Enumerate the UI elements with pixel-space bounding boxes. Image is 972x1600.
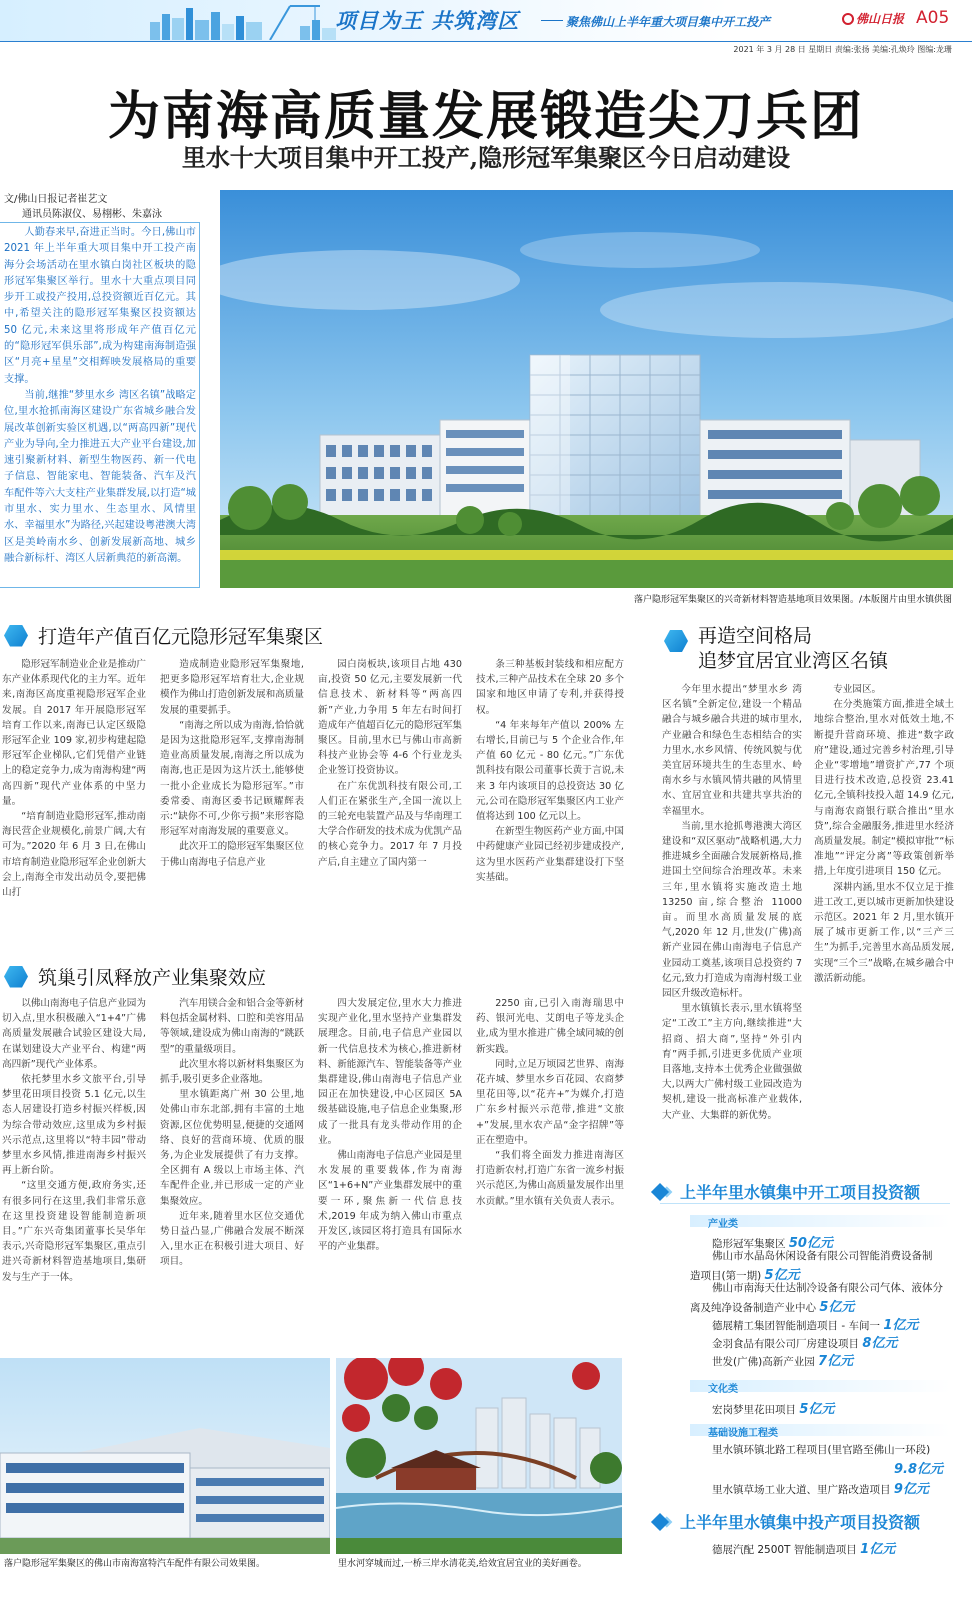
main-headline: 为南海高质量发展锻造尖刀兵团 [107, 86, 864, 147]
hexagon-icon [664, 630, 688, 652]
body-paragraph: “南海之所以成为南海,恰恰就是因为这批隐形冠军,支撑南海制造业高质量发展,南海之所以成为南海,也正是因为这片沃土,能够使一批小企业成长为隐形冠军。”市委常委、南海区委书记顾耀辉表示:“缺你不可,少你亏损”来形容隐形冠军对南海发展的重要意义。 [160, 719, 304, 838]
project-amount: 5亿元 [799, 1402, 835, 1417]
diamond-icon [651, 1512, 669, 1530]
section-heading-1 [4, 622, 323, 649]
body-paragraph: “培育制造业隐形冠军,推动南海民营企业规模化,前景广阔,大有可为。”2020 年 6 月 3 日,在佛山市培育制造业隐形冠军企业创新大会上,南海全市发出动员令,要把佛山打 [2, 811, 146, 899]
logo-mark-icon [842, 13, 854, 25]
project-item [712, 1314, 918, 1333]
section2-column-3 [318, 996, 462, 1346]
section-title: 打造年产值百亿元隐形冠军集聚区 [38, 626, 324, 648]
section-title: 筑巢引凤释放产业集聚效应 [38, 967, 267, 989]
body-paragraph: “4 年来每年产值以 200% 左右增长,目前已与 5 个企业合作,年产值 60 亿元 - 80 亿元。”广东优凯科技有限公司董事长黄于言说,未来 3 年内该项目的总投资达 30 亿元,公司在隐形冠军集聚区内工业产值将达到 100 亿元以上。 [476, 719, 624, 823]
project-name: 里水镇环镇北路工程项目(里官路至佛山一环段) [712, 1444, 931, 1456]
hero-rendering-image [220, 190, 953, 588]
lead-paragraph: 当前,继推“梦里水乡 湾区名镇”战略定位,里水抢抓南海区建设广东省城乡融合发展改革创新实验区机遇,以“两高四新”现代产业为导向,全力推进五大产业平台建设,加速引聚新材料、新型生物医药、新一代电子信息、智能家电、智能装备、汽车及汽车配件等六大支柱产业集群发展,以打造“城市里水、实力里水、生态里水、风情里水、幸福里水”为路径,兴起建设粤港澳大湾区是美岭南水乡、创新发展新高地、城乡融合新标杆、湾区人居新典范的新高潮。 [4, 389, 196, 564]
masthead-rule [0, 41, 972, 42]
section-title-line-2: 追梦宜居宜业湾区名镇 [698, 650, 889, 672]
body-paragraph: 2250 亩,已引入南海瑞思中药、银河光电、艾朗电子等龙头企业,成为里水推进广佛全域同城的创新实践。 [476, 998, 624, 1055]
category-label: 文化类 [708, 1384, 738, 1395]
section3-column-2 [814, 682, 954, 1160]
page-number: A05 [916, 8, 950, 28]
project-name-line2: 造项目(第一期) [690, 1270, 762, 1282]
body-paragraph: 佛山南海电子信息产业园是里水发展的重要载体,作为南海区“1+6+N”产业集群发展中的重要一环,聚焦新一代信息技术,2019 年成为纳入佛山市重点开发区,该园区将打造具有国际水平的产业集群。 [318, 1150, 462, 1253]
hero-caption: 落户隐形冠军集聚区的兴奇新材料智造基地项目效果图。/本版图片由里水镇供图 [633, 595, 952, 605]
section2-column-1 [2, 996, 146, 1346]
project-name: 里水镇草场工业大道、里广路改造项目 [712, 1484, 891, 1496]
section1-column-1 [2, 657, 146, 961]
body-paragraph: 汽车用镁合金和铝合金等新材料包括金属材料、口腔和美容用品等领域,建设成为佛山南海的“跳跃型”的重量级项目。 [160, 998, 304, 1055]
divider [660, 1203, 950, 1204]
project-name: 金羽食品有限公司厂房建设项目 [712, 1338, 859, 1350]
invest-heading-production [652, 1510, 920, 1533]
city-skyline-illustration [150, 4, 340, 40]
body-paragraph: 造成制造业隐形冠军集聚地,把更多隐形冠军培育壮大,企业规模作为佛山打造创新发展和高质量发展的重要抓手。 [160, 659, 304, 716]
body-paragraph: “我们将全面发力推进南海区打造新农村,打造广东省一流乡村振兴示范区,为佛山高质量发展作出里水贡献。”里水镇有关负责人表示。 [476, 1150, 624, 1207]
body-paragraph: 依托梦里水乡文旅平台,引导梦里花田项目投资 5.1 亿元,以生态人居建设打造乡村振兴样板,因为综合带动效应,这里成为乡村振兴示范点,这里将以“特丰园”带动梦里水乡风情,推进南海乡村振兴再上新台阶。 [2, 1074, 146, 1177]
masthead-banner [0, 0, 972, 42]
photo-factory-rendering [0, 1358, 330, 1554]
lead-paragraph-box [0, 222, 200, 588]
section-heading-2 [4, 963, 266, 990]
photo-river-landscape [336, 1358, 622, 1554]
project-amount: 7亿元 [818, 1354, 854, 1369]
section1-column-3 [318, 657, 462, 961]
body-paragraph: 四大发展定位,里水大力推进实现产业化,里水坚持产业集群发展理念。目前,电子信息产业园以新一代信息技术为核心,推进新材料、新能源汽车、智能装备等产业集群建设,佛山南海电子信息产业园正在加快建设,中心区园区 5A 级基础设施,电子信息企业集聚,形成了一批具有龙头带动作用的企业。 [318, 998, 462, 1146]
hexagon-icon [4, 966, 28, 988]
body-paragraph: 今年里水提出“梦里水乡 湾区名镇”全新定位,建设一个精品融合与城乡融合共进的城市里水,产业融合和绿色生态相结合的实力里水,水乡风情、传统风貌与优美宜居环境共生的生态里水、岭南水乡与水镇风情共融的风情里水、宜居宜业和共建共享共治的幸福里水。 [662, 684, 802, 817]
project-amount: 8亿元 [862, 1336, 898, 1351]
section-title-block [698, 624, 888, 674]
section2-column-2 [160, 996, 304, 1346]
newspaper-name: 佛山日报 [856, 12, 905, 26]
project-name: 隐形冠军集聚区 [712, 1238, 786, 1250]
project-amount: 9亿元 [893, 1482, 929, 1497]
body-paragraph: 专业园区。 [833, 684, 882, 695]
project-name-line2: 离及纯净设备制造产业中心 [690, 1302, 816, 1314]
invest-title: 上半年里水镇集中投产项目投资额 [680, 1513, 921, 1532]
invest-title: 上半年里水镇集中开工项目投资额 [680, 1183, 921, 1202]
body-paragraph: 深耕内涵,里水不仅立足于推进工改工,更以城市更新加快建设示范区。2021 年 2 月,里水镇开展了城市更新工作,以“三产三生”为抓手,完善里水高品质发展,实现“三个三”战略,在城乡融合中激活新动能。 [814, 881, 954, 984]
body-paragraph: 里水镇距离广州 30 公里,地处佛山市东北部,拥有丰富的土地资源,区位优势明显,便捷的交通网络、良好的营商环境、优质的服务,为企业发展提供了有力支撑。全区拥有 A 级以上市场主体、汽车配件企业,并已形成一定的产业集聚效应。 [160, 1089, 304, 1207]
diamond-icon [651, 1182, 669, 1200]
section1-column-2 [160, 657, 304, 961]
body-paragraph: 条三种基板封装线和相应配方技术,三种产品技术在全球 20 多个国家和地区申请了专利,并获得授权。 [476, 659, 624, 716]
masthead-subtitle: 聚焦佛山上半年重大项目集中开工投产 [566, 15, 771, 29]
issue-meta: 2021 年 3 月 28 日 星期日 责编:张扬 美编:孔焕玲 图编:龙珊 [733, 45, 952, 54]
photo-caption-left: 落户隐形冠军集聚区的佛山市南海富特汽车配件有限公司效果图。 [4, 1559, 266, 1569]
byline-correspondents: 通讯员陈淑仪、易栩彬、朱嘉泳 [22, 209, 162, 220]
category-label: 产业类 [708, 1219, 738, 1230]
body-paragraph: 此次开工的隐形冠军集聚区位于佛山南海电子信息产业 [160, 841, 304, 868]
byline-author: 文/佛山日报记者崔艺文 [4, 194, 108, 205]
project-item [712, 1538, 895, 1557]
project-item [712, 1280, 943, 1295]
project-amount: 9.8亿元 [894, 1462, 944, 1477]
invest-heading-start [652, 1180, 920, 1203]
project-item [894, 1458, 943, 1477]
project-item [712, 1350, 853, 1369]
body-paragraph: 此次里水将以新材料集聚区为抓手,吸引更多企业落地。 [160, 1058, 304, 1086]
body-paragraph: 以佛山南海电子信息产业园为切入点,里水积极融入“1+4”广佛高质量发展融合试验区建设大局,在谋划建设大产业平台、构建“两高四新”现代产业体系。 [2, 998, 146, 1070]
project-name-line1: 佛山市南海天仕达制冷设备有限公司气体、液体分 [712, 1282, 943, 1294]
body-paragraph: 同时,立足万顷园艺世界、南海花卉城、梦里水乡百花园、农商梦里花田等,以“花卉+”为媒介,打造广东乡村振兴示范带,推进“文旅+”发展,里水农产品“金字招牌”等正在塑造中。 [476, 1058, 624, 1146]
project-item [712, 1398, 834, 1417]
project-name: 世发(广佛)高新产业园 [712, 1356, 815, 1368]
body-paragraph: 在分类施策方面,推进全域土地综合整治,里水对低效土地,不断提升营商环境、推进“数字政府”建设,通过完善乡村治理,引导企业“零增地”增资扩产,77 个项目进行技术改造,总投资 23.41 亿元,全镇科技投入超 14.9 亿元,与南海农商银行联合推出“里水贷”,综合金融服务,推进里水经济高质量发展。制定“模拟审批”“标准地”“评定分离”等政策创新举措,上年度引进项目 150 亿元。 [814, 699, 954, 878]
body-paragraph: 园白岗板块,该项目占地 430 亩,投资 50 亿元,主要发展新一代信息技术、新材料等“两高四新”产业,力争用 5 年左右时间打造成年产值超百亿元的隐形冠军集聚区。目前,里水已与佛山市高新科技产业协会等 4-6 个行业龙头企业签订投资协议。 [318, 659, 462, 777]
project-name-line1: 佛山市水晶岛休闲设备有限公司智能消费设备制 [712, 1250, 933, 1262]
masthead-dash [541, 20, 563, 21]
project-amount: 1亿元 [860, 1542, 896, 1557]
project-item [690, 1296, 854, 1315]
body-paragraph: 近年来,随着里水区位交通优势日益凸显,广佛融合发展不断深入,里水正在积极引进大项目、好项目。 [160, 1210, 304, 1268]
project-amount: 1亿元 [883, 1318, 919, 1333]
sub-headline: 里水十大项目集中开工投产,隐形冠军集聚区今日启动建设 [181, 143, 791, 172]
photo-caption-right: 里水河穿城而过,一桥三岸水清花美,给效宜居宜业的美好画卷。 [338, 1559, 587, 1569]
project-item [712, 1248, 933, 1263]
section-title-line-1: 再造空间格局 [698, 625, 813, 647]
project-name: 德展精工集团智能制造项目 - 车间一 [712, 1320, 880, 1332]
body-paragraph: 隐形冠军制造业企业是推动广东产业体系现代化的主力军。近年来,南海区高度重视隐形冠军企业发展。自 2017 年开展隐形冠军培育工作以来,南海已认定区级隐形冠军企业 109 家,初步构建起隐形冠军企业梯队,它们凭借产业链上的稳定竞争力,成为南海构建“两高四新”现代产业体系的中坚力量。 [2, 659, 146, 807]
body-paragraph: 里水镇镇长表示,里水镇将坚定“工改工”主方向,继续推进“大招商、招大商”,坚持“外引内育”两手抓,引进更多优质产业项目落地,支持本土优秀企业做强做大,以两大广佛村级工业园改造为契机,建设一批高标准产业载体,大产业、大集群的新优势。 [662, 1003, 802, 1121]
category-label: 基础设施工程类 [708, 1428, 778, 1439]
section-heading-3 [664, 624, 888, 674]
newspaper-logo [842, 10, 904, 27]
lead-paragraph: 人勤春来早,奋进正当时。今日,佛山市 2021 年上半年重大项目集中开工投产南海分会场活动在里水镇白岗社区板块的隐形冠军集聚区举行。里水十大重点项目同步开工或投产投用,总投资额近百亿元。其中,希望关注的隐形冠军集聚区投资额达 50 亿元,未来这里将形成年产值百亿元的“隐形冠军俱乐部”,成为构建南海制造强区“月亮+星星”交相辉映发展格局的重要支撑。 [4, 227, 196, 385]
project-name: 宏岗梦里花田项目 [712, 1404, 796, 1416]
body-paragraph: 在新型生物医药产业方面,中国中药健康产业园已经初步建成投产,这为里水医药产业集群建设打下坚实基础。 [476, 826, 624, 883]
hexagon-icon [4, 625, 28, 647]
body-paragraph: 在广东优凯科技有限公司,工人们正在紧张生产,全国一流以上的三轮充电装置产品及与华南理工大学合作研发的技术成为优凯产品的核心竞争力。2017 年 7 月投产后,自主建立了国内第一 [318, 780, 462, 868]
project-amount: 50亿元 [788, 1236, 833, 1251]
project-amount: 5亿元 [764, 1268, 800, 1283]
project-amount: 5亿元 [819, 1300, 855, 1315]
masthead-slogan: 项目为王 共筑湾区 [335, 8, 520, 33]
section3-column-1 [662, 682, 802, 1160]
project-item [712, 1442, 930, 1457]
project-item [712, 1332, 897, 1351]
section1-column-4 [476, 657, 624, 961]
section2-column-4 [476, 996, 624, 1346]
project-item [712, 1478, 929, 1497]
project-name: 德展汽配 2500T 智能制造项目 [712, 1544, 857, 1556]
body-paragraph: 当前,里水抢抓粤港澳大湾区建设和“双区驱动”战略机遇,大力推进城乡全面融合发展新格局,推进国土空间综合治理改革。未来三年,里水镇将实施改造土地 13250 亩,综合整治 11000 亩。而里水高质量发展的底气,2020 年 12 月,世发(广佛)高新产业园在佛山南海电子信息产业园动工奠基,该项目总投资约 7 亿元,致力打造成为南海村级工业园区升级改造标杆。 [662, 820, 802, 1000]
body-paragraph: “这里交通方便,政府务实,还有很多同行在这里,我们非常乐意在这里投资建设智能制造新项目。”广东兴奇集团董事长吴华年表示,兴奇隐形冠军集聚区,重点引进兴奇新材料智造基地项目,集研发与生产于一体。 [2, 1180, 146, 1283]
